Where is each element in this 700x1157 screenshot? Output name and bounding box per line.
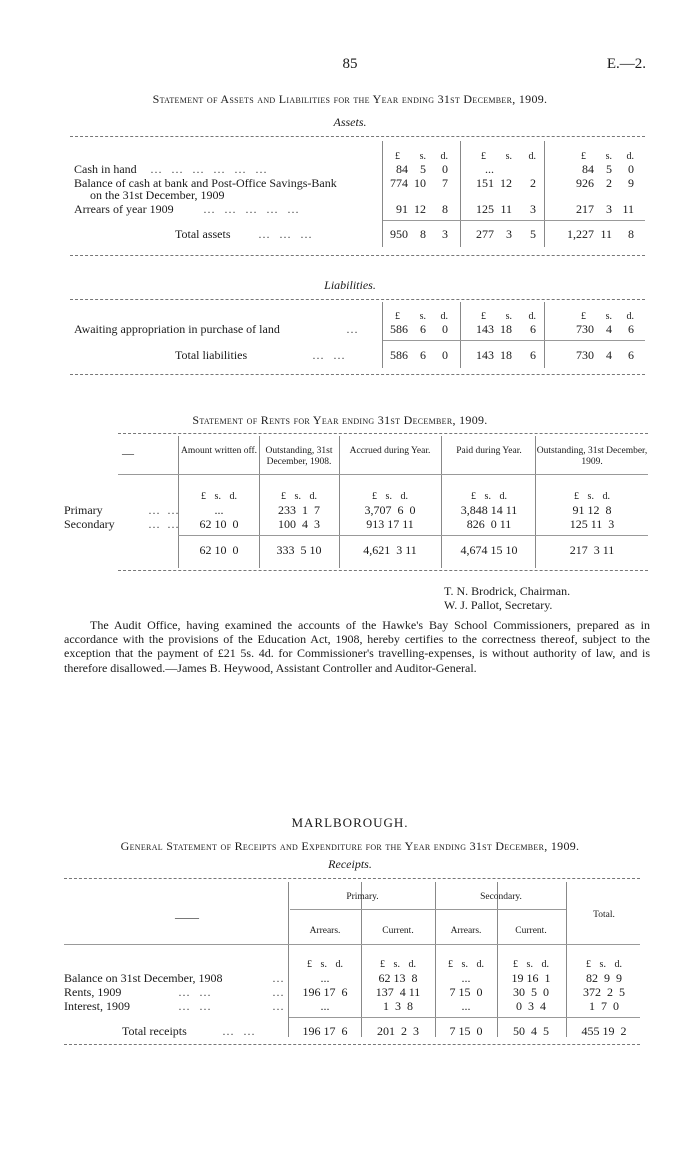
receipts-cell: 7 15 0 [449,985,483,999]
asset-cell-pounds: 84 [396,162,408,176]
asset-cell-pence: 7 [442,176,448,190]
receipts-cell: 82 9 9 [586,971,622,985]
rents-total-cell: 4,674 15 10 [460,543,518,557]
rents-row-label: Secondary [64,517,115,531]
assets-currency-pound-sign: £ [395,151,400,162]
assets-currency-shilling-sign: s. [605,151,612,162]
liability-cell-pounds: 730 [576,322,594,336]
liability-row-label: Awaiting appropriation in purchase of land [74,322,280,336]
liability-cell-shillings: 6 [420,322,426,336]
assets-total-cell-pounds: 277 [476,227,494,241]
asset-row-label: Balance of cash at bank and Post-Office Savings-Bank [74,176,337,190]
rents-cell: 91 12 8 [572,503,612,517]
receipts-stub-dash: —— [175,910,199,924]
rents-stub-dash: — [122,446,134,460]
secondary-group-header: Secondary. [480,892,522,902]
rents-cell: 3,707 6 0 [364,503,416,517]
receipts-sub-header: Current. [515,926,547,936]
rents-cell: ... [214,503,224,517]
receipts-cell: ... [320,999,330,1013]
assets-currency-pence-sign: d. [440,151,448,162]
asset-row-label-2: on the 31st December, 1909 [90,188,225,202]
receipts-currency-header: £ s. d. [380,959,416,970]
asset-cell-pence: 2 [530,176,536,190]
asset-cell-pence: 11 [622,202,634,216]
rents-total-cell: 217 3 11 [569,543,615,557]
liabilities-currency-pound-sign: £ [581,311,586,322]
asset-cell-shillings: 2 [606,176,612,190]
asset-cell-pounds: 84 [582,162,594,176]
receipts-currency-header: £ s. d. [448,959,484,970]
asset-cell-pence: 0 [442,162,448,176]
liabilities-currency-pence-sign: d. [440,311,448,322]
asset-row-label: Cash in hand [74,162,137,176]
receipts-sub-header: Arrears. [309,926,341,936]
leader-dots: … … [222,1024,258,1038]
header-rule [64,944,640,945]
signature-secretary: W. J. Pallot, Secretary. [444,598,553,612]
liabilities-currency-shilling-sign: s. [605,311,612,322]
rents-cell: 125 11 3 [569,517,615,531]
asset-cell-pounds: 774 [390,176,408,190]
asset-cell-shillings: 3 [606,202,612,216]
liability-cell-pounds: 143 [476,322,494,336]
assets-total-cell-pounds: 950 [390,227,408,241]
receipts-cell: ... [320,971,330,985]
liabilities-total-label: Total liabilities [175,348,248,362]
leader-dots: … [346,322,358,336]
assets-total-cell-pence: 5 [530,227,536,241]
rents-currency-header: £ s. d. [574,491,610,502]
total-rule [289,1017,640,1018]
receipts-cell: 30 5 0 [513,985,549,999]
liability-cell-pence: 6 [530,322,536,336]
leader-dots: … … [312,348,348,362]
page-number: 85 [342,56,358,72]
receipts-total-cell: 455 19 2 [581,1024,627,1038]
receipts-heading: Receipts. [328,857,372,871]
asset-cell-pounds: 125 [476,202,494,216]
group-rule [290,909,566,910]
leader-dots: … [272,985,284,999]
rents-total-cell: 62 10 0 [199,543,239,557]
receipts-column-rule [288,882,289,1037]
assets-currency-pence-sign: d. [528,151,536,162]
receipts-currency-header: £ s. d. [307,959,343,970]
asset-cell-shillings: 10 [414,176,426,190]
liabilities-total-cell-pounds: 586 [390,348,408,362]
receipts-cell: ... [461,971,471,985]
document-code: E.—2. [606,56,646,72]
assets-currency-pound-sign: £ [481,151,486,162]
liabilities-currency-pound-sign: £ [481,311,486,322]
receipts-cell: ... [461,999,471,1013]
receipts-total-label: Total receipts [122,1024,187,1038]
total-rule [383,220,645,221]
rents-column-rule [441,436,442,568]
receipts-row-label: Interest, 1909 [64,999,130,1013]
receipts-currency-header: £ s. d. [586,959,622,970]
receipts-cell: 0 3 4 [516,999,546,1013]
receipts-row-label: Balance on 31st December, 1908 [64,971,223,985]
assets-total-cell-pounds: 1,227 [567,227,594,241]
rents-cell: 913 17 11 [366,517,414,531]
receipts-total-cell: 7 15 0 [449,1024,483,1038]
liability-cell-shillings: 18 [500,322,512,336]
assets-currency-pound-sign: £ [581,151,586,162]
assets-currency-shilling-sign: s. [419,151,426,162]
rents-currency-header: £ s. d. [471,491,507,502]
asset-cell-pounds: 217 [576,202,594,216]
rents-title: Statement of Rents for Year ending 31st December, 1909. [192,413,488,427]
receipts-cell: 137 4 11 [375,985,421,999]
receipts-cell: 196 17 6 [302,985,348,999]
liabilities-total-cell-shillings: 18 [500,348,512,362]
liabilities-currency-shilling-sign: s. [505,311,512,322]
liabilities-total-cell-pence: 6 [530,348,536,362]
leader-dots: … … … [258,227,315,241]
assets-total-cell-shillings: 8 [420,227,426,241]
asset-cell-pounds: 926 [576,176,594,190]
rents-cell: 100 4 3 [278,517,320,531]
leader-dots: … [272,999,284,1013]
receipts-column-rule [566,882,567,1037]
leader-dots: … … [148,517,181,531]
liabilities-total-cell-shillings: 6 [420,348,426,362]
liabilities-currency-pound-sign: £ [395,311,400,322]
assets-currency-shilling-sign: s. [505,151,512,162]
asset-row-label: Arrears of year 1909 [74,202,174,216]
header-rule [118,474,648,475]
rents-bottom-rule [118,570,648,571]
primary-group-header: Primary. [346,892,379,902]
receipts-currency-header: £ s. d. [513,959,549,970]
rents-column-header: Outstanding, 31st December, 1908. [265,446,333,467]
liabilities-total-cell-shillings: 4 [606,348,612,362]
receipts-bottom-rule [64,1044,640,1045]
receipts-row-label: Rents, 1909 [64,985,122,999]
asset-cell-pounds: ... [485,162,494,176]
total-rule [178,535,648,536]
liabilities-total-cell-pounds: 730 [576,348,594,362]
leader-dots: … … [148,503,181,517]
assets-total-cell-pence: 3 [442,227,448,241]
asset-cell-shillings: 11 [500,202,512,216]
leader-dots: … [272,971,284,985]
liabilities-currency-pence-sign: d. [626,311,634,322]
receipts-total-cell: 196 17 6 [302,1024,348,1038]
liabilities-total-cell-pence: 0 [442,348,448,362]
audit-note: The Audit Office, having examined the accounts of the Hawke's Bay School Commissioners, prepared as in accordance with the provisions of the Education Act, 1908, hereby certifies to the correctness thereof, subject to the exception that the payment of £21 5s. 4d. for Commissioner's travelling-expenses, is without authority of law, and is therefore disallowed.—James B. Heywood, Assistant Controller and Auditor-General. [64,618,650,675]
rents-cell: 62 10 0 [199,517,239,531]
asset-cell-pounds: 91 [396,202,408,216]
asset-cell-pence: 9 [628,176,634,190]
rents-column-rule [178,436,179,568]
total-rule [383,340,645,341]
rents-row-label: Primary [64,503,103,517]
liabilities-currency-shilling-sign: s. [419,311,426,322]
assets-liabilities-title: Statement of Assets and Liabilities for the Year ending 31st December, 1909. [152,92,548,106]
asset-cell-pence: 8 [442,202,448,216]
assets-total-label: Total assets [175,227,231,241]
liability-cell-shillings: 4 [606,322,612,336]
assets-total-cell-shillings: 3 [506,227,512,241]
rents-currency-header: £ s. d. [201,491,237,502]
liabilities-heading: Liabilities. [324,278,376,292]
asset-cell-shillings: 5 [606,162,612,176]
receipts-total-cell: 201 2 3 [377,1024,419,1038]
rents-column-header: Amount written off. [180,446,258,456]
asset-cell-pence: 0 [628,162,634,176]
leader-dots: … … … … … [203,202,302,216]
district-heading: MARLBOROUGH. [291,815,409,830]
signature-chairman: T. N. Brodrick, Chairman. [444,584,571,598]
leader-dots: … … [178,999,214,1013]
liability-cell-pence: 0 [442,322,448,336]
receipts-total-cell: 50 4 5 [513,1024,549,1038]
rents-total-cell: 333 5 10 [276,543,322,557]
liabilities-currency-pence-sign: d. [528,311,536,322]
asset-cell-pence: 3 [530,202,536,216]
leader-dots: … … [178,985,214,999]
liabilities-total-cell-pounds: 143 [476,348,494,362]
rents-column-header: Outstanding, 31st December, 1909. [536,446,648,467]
rents-cell: 3,848 14 11 [460,503,518,517]
receipts-cell: 1 3 8 [383,999,413,1013]
marlborough-title: General Statement of Receipts and Expenditure for the Year ending 31st December, 1909. [120,839,580,853]
receipts-cell: 62 13 8 [378,971,418,985]
rents-total-cell: 4,621 3 11 [363,543,417,557]
asset-cell-shillings: 12 [500,176,512,190]
assets-currency-pence-sign: d. [626,151,634,162]
leader-dots: … … … … … … [150,162,270,176]
rents-column-header: Accrued during Year. [349,446,431,456]
asset-cell-pounds: 151 [476,176,494,190]
receipts-cell: 19 16 1 [511,971,551,985]
liability-cell-pounds: 586 [390,322,408,336]
assets-heading: Assets. [333,115,367,129]
liability-cell-pence: 6 [628,322,634,336]
total-header: Total. [593,910,615,920]
liabilities-total-cell-pence: 6 [628,348,634,362]
asset-cell-shillings: 12 [414,202,426,216]
asset-cell-shillings: 5 [420,162,426,176]
assets-total-cell-shillings: 11 [600,227,612,241]
receipts-sub-header: Arrears. [450,926,482,936]
rents-currency-header: £ s. d. [372,491,408,502]
receipts-cell: 1 7 0 [589,999,619,1013]
rents-cell: 233 1 7 [278,503,320,517]
rents-column-header: Paid during Year. [456,446,522,456]
rents-currency-header: £ s. d. [281,491,317,502]
assets-total-cell-pence: 8 [628,227,634,241]
rents-cell: 826 0 11 [466,517,512,531]
receipts-sub-header: Current. [382,926,414,936]
receipts-cell: 372 2 5 [583,985,625,999]
